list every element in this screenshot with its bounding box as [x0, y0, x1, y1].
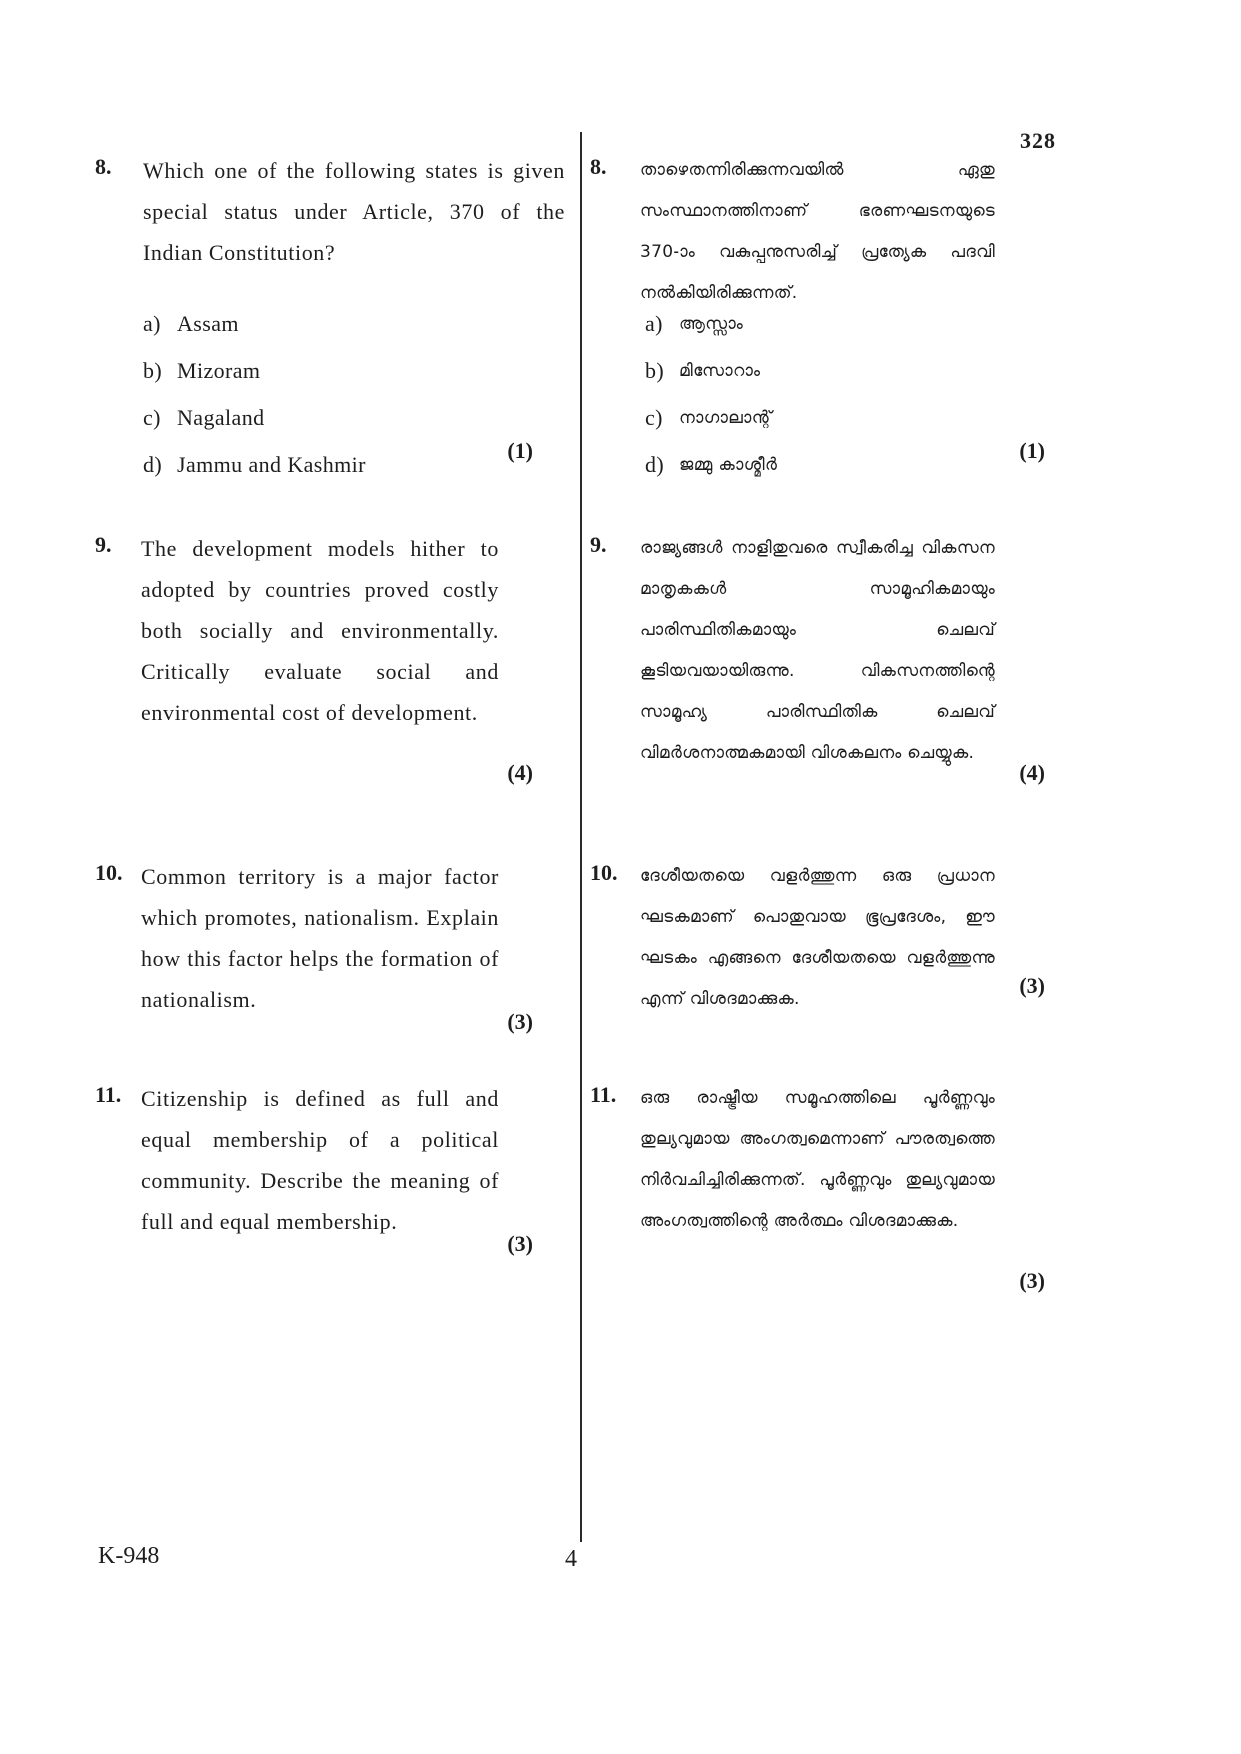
option-d: d) ജമ്മു കാശ്മീർ: [645, 451, 778, 477]
option-c: c) Nagaland: [143, 404, 265, 430]
column-divider: [580, 132, 582, 1542]
option-a: a) Assam: [143, 310, 239, 336]
option-list: [143, 300, 366, 488]
question-10-en: [95, 856, 565, 1076]
option-b: b) Mizoram: [143, 357, 261, 383]
marks: (4): [507, 760, 533, 785]
question-text: രാജ്യങ്ങൾ നാളിതുവരെ സ്വീകരിച്ച വികസന മാതൃകകൾ സാമൂഹികമായും പാരിസ്ഥിതികമായും ചെലവ് കൂടിയവയായിരുന്നു. വികസനത്തിന്റെ സാമൂഹ്യ പാരിസ്ഥിതിക ചെലവ് വിമർശനാത്മകമായി വിശകലനം ചെയ്യുക.: [640, 538, 995, 763]
option-c: c) നാഗാലാന്റ്: [645, 404, 773, 430]
option-b: b) മിസോറാം: [645, 357, 761, 383]
question-text: Common territory is a major factor which promotes, nationalism. Explain how this factor helps the formation of nationalism.: [141, 864, 499, 1012]
question-text: Citizenship is defined as full and equal membership of a political community. Describe the meaning of full and equal membership.: [141, 1086, 499, 1234]
question-text: ഒരു രാഷ്ട്രീയ സമൂഹത്തിലെ പൂർണ്ണവും തുല്യവുമായ അംഗത്വമെന്നാണ് പൗരത്വത്തെ നിർവചിച്ചിരിക്കുന്നത്. പൂർണ്ണവും തുല്യവുമായ അംഗത്വത്തിന്റെ അർത്ഥം വിശദമാക്കുക.: [640, 1088, 995, 1231]
question-number: 9.: [590, 532, 607, 557]
question-number: 9.: [95, 532, 112, 557]
marks: (3): [1019, 1268, 1045, 1293]
option-list: [645, 300, 777, 488]
paper-code: K-948: [98, 1543, 160, 1569]
question-8-en: [95, 150, 565, 480]
marks: (3): [507, 1231, 533, 1256]
question-11-ml: [590, 1078, 1050, 1338]
question-text: ദേശീയതയെ വളർത്തുന്ന ഒരു പ്രധാന ഘടകമാണ് പൊതുവായ ഭൂപ്രദേശം, ഈ ഘടകം എങ്ങനെ ദേശീയതയെ വളർത്തുന്നു എന്ന് വിശദമാക്കുക.: [640, 866, 995, 1009]
question-text: The development models hither to adopted by countries proved costly both socially and environmentally. Critically evaluate social and environmental cost of development.: [141, 536, 499, 725]
page-reference-number: 328: [1020, 128, 1056, 153]
question-number: 10.: [590, 860, 618, 885]
marks: (1): [507, 438, 533, 463]
english-column: [95, 0, 565, 1754]
marks: (4): [1019, 760, 1045, 785]
question-text: Which one of the following states is given special status under Article, 370 of the Indian Constitution?: [143, 158, 565, 265]
question-8-ml: [590, 150, 1050, 480]
marks: (3): [507, 1009, 533, 1034]
question-10-ml: [590, 856, 1050, 1076]
question-number: 11.: [590, 1082, 617, 1107]
option-d: d) Jammu and Kashmir: [143, 451, 366, 477]
question-number: 11.: [95, 1082, 122, 1107]
malayalam-column: [590, 0, 1050, 1754]
question-11-en: [95, 1078, 565, 1298]
marks: (1): [1019, 438, 1045, 463]
question-number: 10.: [95, 860, 123, 885]
question-number: 8.: [590, 154, 607, 179]
option-a: a) ആസ്സാം: [645, 310, 744, 336]
page-number: 4: [565, 1546, 577, 1572]
question-number: 8.: [95, 154, 112, 179]
question-text: താഴെതന്നിരിക്കുന്നവയിൽ ഏതു സംസ്ഥാനത്തിനാണ് ഭരണഘടനയുടെ 370-ാം വകുപ്പനുസരിച്ച് പ്രത്യേക പദവി നൽകിയിരിക്കുന്നത്.: [640, 160, 995, 303]
marks: (3): [1019, 973, 1045, 998]
question-9-en: [95, 528, 565, 828]
question-9-ml: [590, 528, 1050, 828]
